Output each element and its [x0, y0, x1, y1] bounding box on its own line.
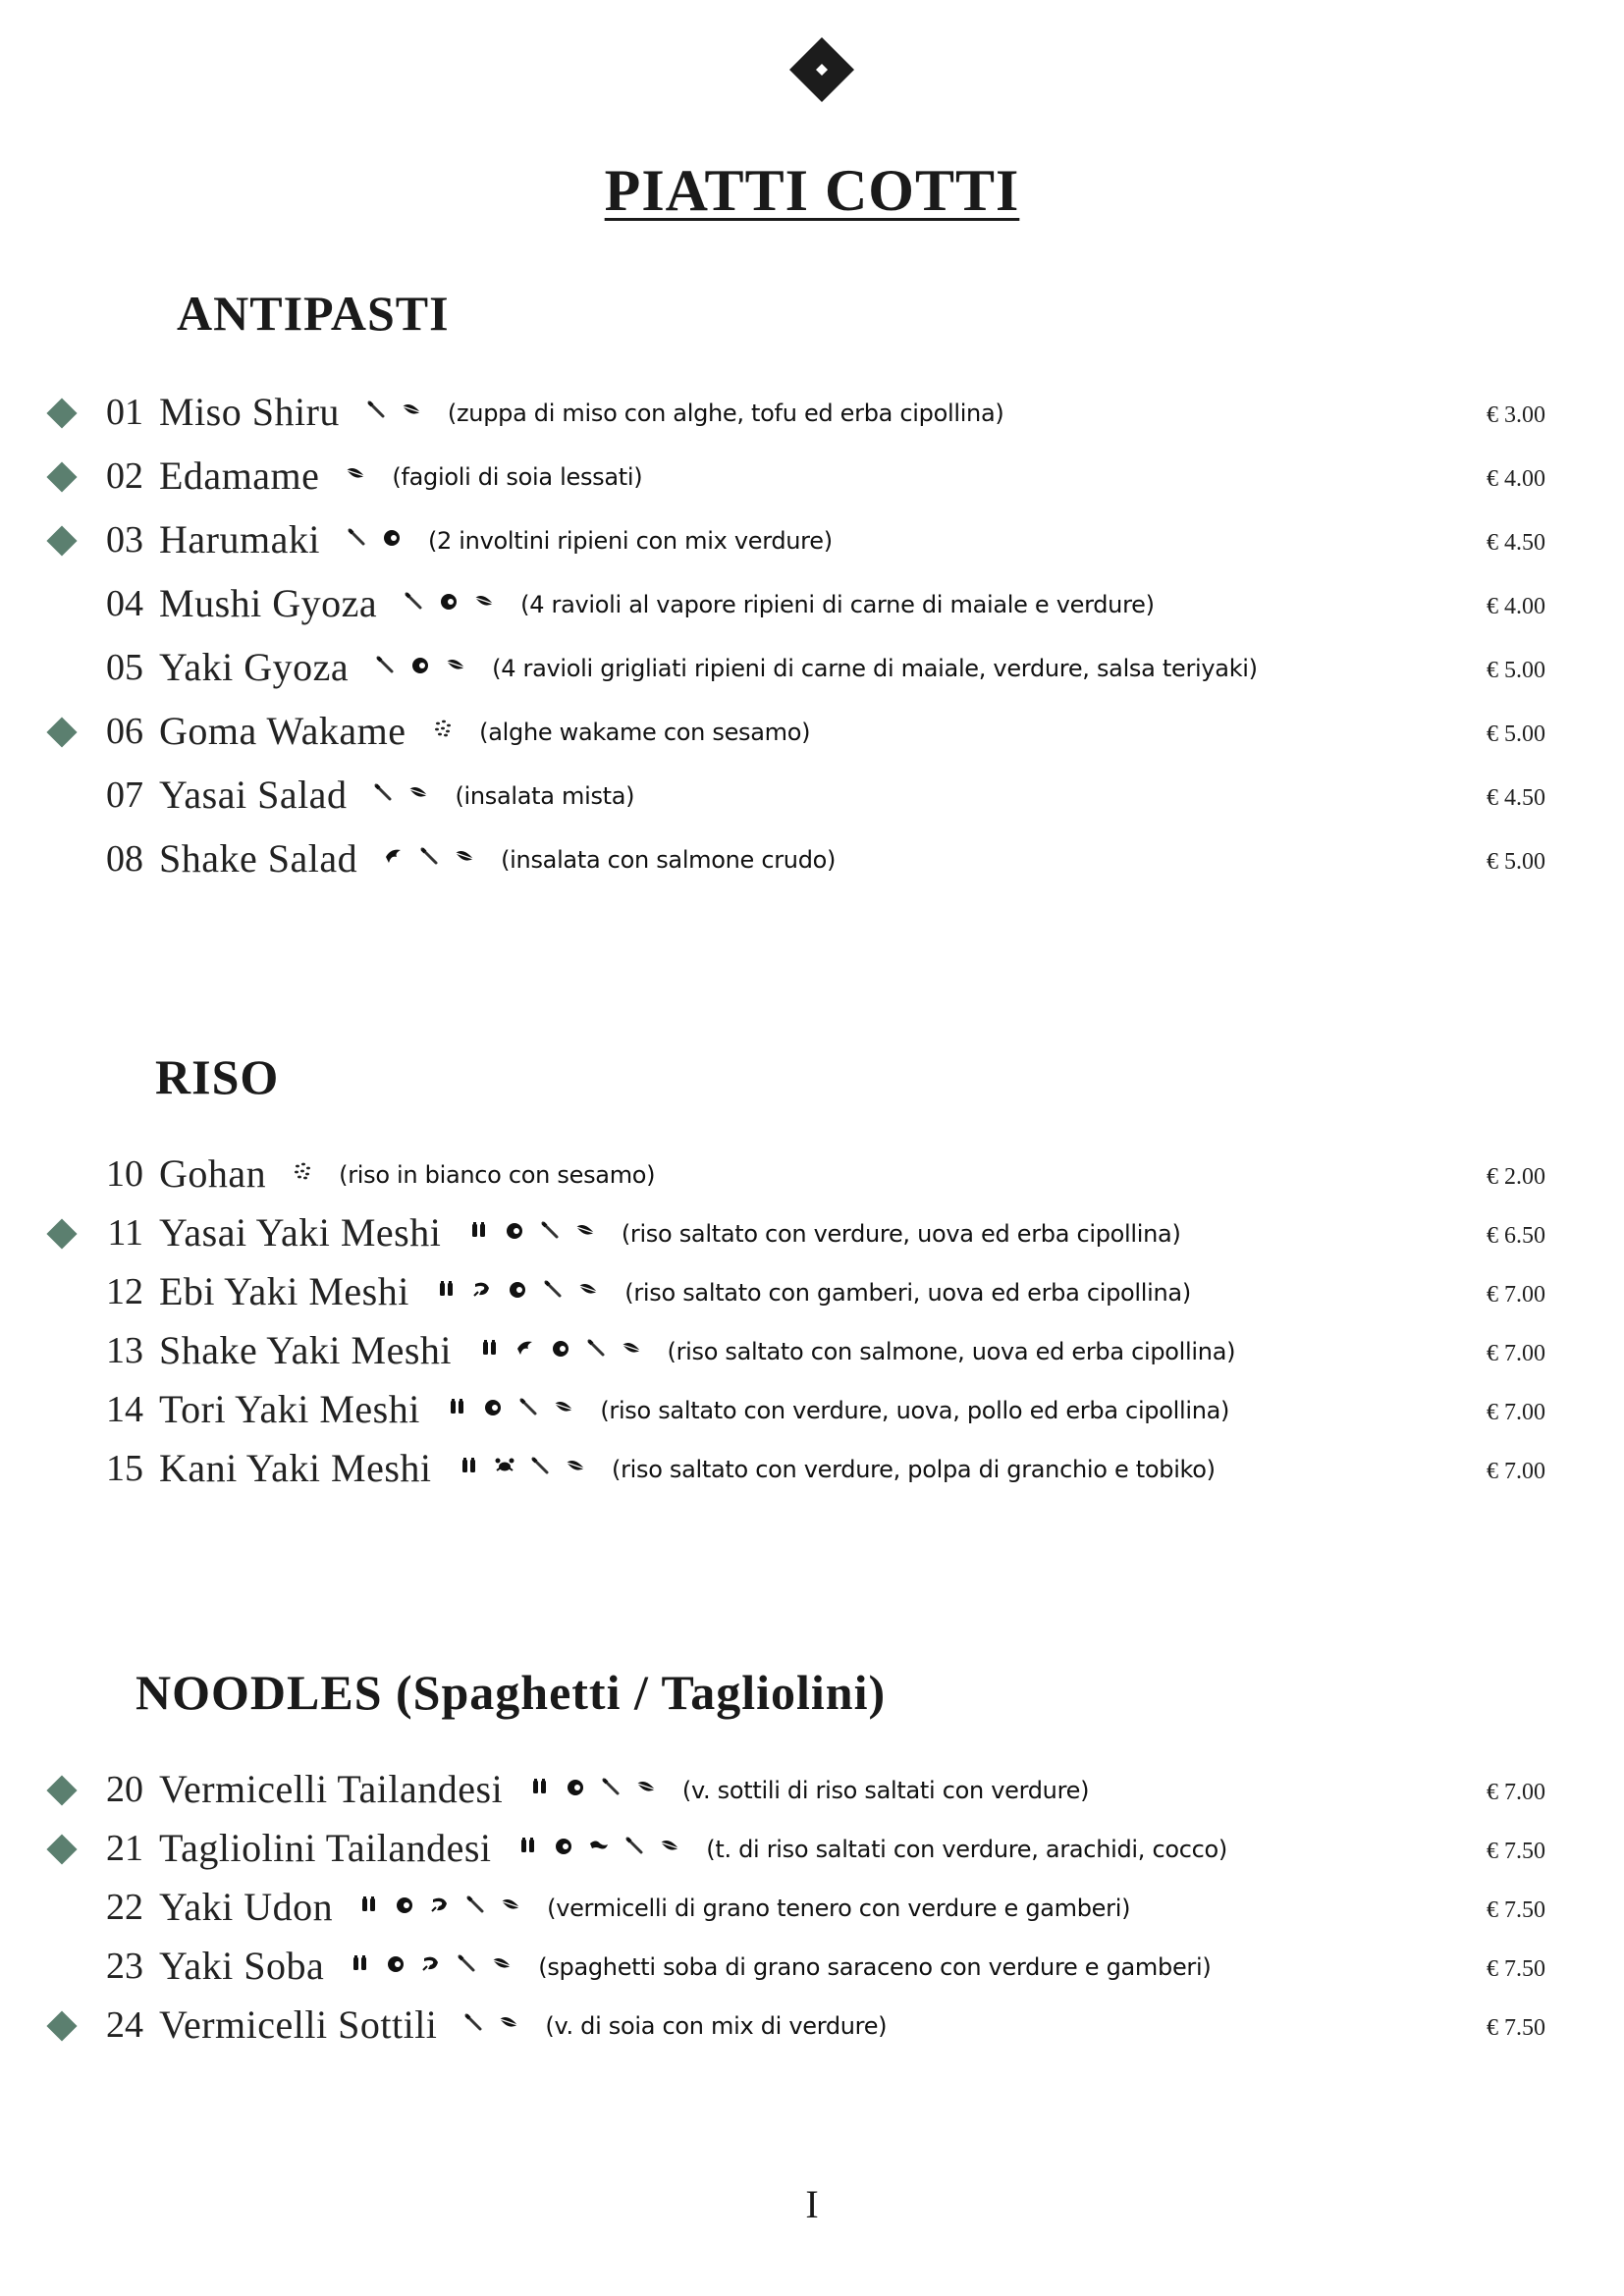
item-name: Tori Yaki Meshi: [159, 1387, 420, 1431]
section-title-riso: RISO: [155, 1049, 280, 1104]
item-price: € 7.50: [1487, 1956, 1545, 1982]
sesame-icon: [432, 718, 454, 739]
menu-item: [0, 516, 1624, 575]
item-description: (insalata con salmone crudo): [501, 846, 837, 874]
spring-onion-icon: [456, 1952, 477, 1974]
menu-item: [0, 1825, 1624, 1884]
item-number: 02: [106, 455, 143, 497]
item-description: (spaghetti soba di grano saraceno con verdure e gamberi): [538, 1953, 1212, 1981]
egg-icon: [394, 1894, 415, 1915]
menu-item: [0, 2002, 1624, 2060]
menu-item: [0, 1268, 1624, 1327]
item-name: Vermicelli Tailandesi: [159, 1767, 504, 1811]
wheat-icon: [529, 1776, 551, 1797]
allergen-icons: [365, 399, 422, 420]
item-name: Yasai Salad: [159, 773, 348, 817]
item-price: € 5.00: [1487, 658, 1545, 683]
item-number: 03: [106, 519, 143, 561]
leaf-icon: [401, 399, 422, 420]
item-description: (t. di riso saltati con verdure, arachidi, cocco): [706, 1836, 1227, 1863]
allergen-icons: [292, 1160, 313, 1182]
menu-item: [0, 644, 1624, 703]
leaf-icon: [635, 1776, 657, 1797]
item-name: Ebi Yaki Meshi: [159, 1269, 409, 1313]
egg-icon: [507, 1278, 528, 1300]
allergen-icons: [436, 1278, 599, 1300]
allergen-icons: [403, 590, 495, 612]
item-description: (4 ravioli al vapore ripieni di carne di maiale e verdure): [520, 591, 1155, 618]
leaf-icon: [659, 1835, 680, 1856]
menu-item: [0, 1445, 1624, 1504]
item-price: € 2.00: [1487, 1164, 1545, 1190]
item-number: 08: [106, 838, 143, 880]
item-name: Goma Wakame: [159, 709, 406, 753]
item-description: (zuppa di miso con alghe, tofu ed erba cipollina): [447, 400, 1004, 427]
menu-item: [0, 835, 1624, 894]
spring-onion-icon: [517, 1396, 539, 1417]
wheat-icon: [479, 1337, 501, 1359]
shrimp-icon: [429, 1894, 451, 1915]
shrimp-icon: [471, 1278, 493, 1300]
egg-icon: [482, 1396, 504, 1417]
leaf-icon: [407, 781, 429, 803]
item-description: (fagioli di soia lessati): [392, 463, 643, 491]
allergen-icons: [374, 654, 466, 675]
item-price: € 4.00: [1487, 594, 1545, 619]
item-number: 01: [106, 392, 143, 433]
item-description: (riso saltato con gamberi, uova ed erba cipollina): [624, 1279, 1191, 1307]
allergen-icons: [350, 1952, 513, 1974]
menu-item: [0, 1150, 1624, 1209]
item-description: (riso saltato con verdure, uova ed erba cipollina): [621, 1220, 1181, 1248]
item-number: 12: [106, 1271, 143, 1312]
item-name: Yaki Gyoza: [159, 645, 350, 689]
section-title-antipasti: ANTIPASTI: [177, 286, 450, 341]
egg-icon: [409, 654, 431, 675]
leaf-icon: [553, 1396, 574, 1417]
item-description: (v. di soia con mix di verdure): [545, 2012, 888, 2040]
item-name: Shake Yaki Meshi: [159, 1328, 453, 1372]
item-name: Shake Salad: [159, 836, 358, 881]
allergen-icons: [459, 1455, 586, 1476]
spring-onion-icon: [585, 1337, 607, 1359]
item-price: € 7.00: [1487, 1459, 1545, 1484]
item-price: € 4.50: [1487, 785, 1545, 811]
allergen-icons: [345, 462, 366, 484]
wheat-icon: [436, 1278, 458, 1300]
item-name: Edamame: [159, 454, 320, 498]
spring-onion-icon: [372, 781, 394, 803]
menu-item: [0, 1386, 1624, 1445]
item-description: (vermicelli di grano tenero con verdure e gamberi): [547, 1895, 1131, 1922]
egg-icon: [504, 1219, 525, 1241]
item-name: Vermicelli Sottili: [159, 2002, 438, 2047]
item-number: 05: [106, 647, 143, 688]
wheat-icon: [358, 1894, 380, 1915]
item-description: (riso saltato con verdure, uova, pollo ed erba cipollina): [600, 1397, 1230, 1424]
item-price: € 5.00: [1487, 721, 1545, 747]
spring-onion-icon: [346, 526, 367, 548]
shrimp-icon: [420, 1952, 442, 1974]
spring-onion-icon: [529, 1455, 551, 1476]
item-description: (alghe wakame con sesamo): [479, 719, 811, 746]
item-number: 24: [106, 2004, 143, 2046]
menu-item: [0, 772, 1624, 830]
item-price: € 4.00: [1487, 466, 1545, 492]
leaf-icon: [473, 590, 495, 612]
menu-item: [0, 580, 1624, 639]
spring-onion-icon: [374, 654, 396, 675]
spring-onion-icon: [542, 1278, 564, 1300]
allergen-icons: [372, 781, 429, 803]
item-price: € 7.50: [1487, 1839, 1545, 1864]
item-description: (riso saltato con verdure, polpa di granchio e tobiko): [612, 1456, 1216, 1483]
spring-onion-icon: [365, 399, 387, 420]
item-price: € 7.00: [1487, 1341, 1545, 1366]
section-title-noodles: NOODLES (Spaghetti / Tagliolini): [135, 1665, 887, 1720]
item-name: Mushi Gyoza: [159, 581, 378, 625]
sesame-icon: [292, 1160, 313, 1182]
item-price: € 7.00: [1487, 1282, 1545, 1308]
spring-onion-icon: [418, 845, 440, 867]
wheat-icon: [459, 1455, 480, 1476]
allergen-icons: [358, 1894, 521, 1915]
peanut-icon: [588, 1835, 610, 1856]
allergen-icons: [462, 2011, 519, 2033]
leaf-icon: [565, 1455, 586, 1476]
menu-item: [0, 453, 1624, 511]
egg-icon: [565, 1776, 586, 1797]
allergen-icons: [346, 526, 403, 548]
allergen-icons: [447, 1396, 574, 1417]
leaf-icon: [500, 1894, 521, 1915]
item-description: (2 involtini ripieni con mix verdure): [427, 527, 833, 555]
item-number: 11: [107, 1212, 143, 1254]
leaf-icon: [491, 1952, 513, 1974]
spring-onion-icon: [600, 1776, 622, 1797]
item-name: Miso Shiru: [159, 390, 340, 434]
item-number: 14: [106, 1389, 143, 1430]
leaf-icon: [454, 845, 475, 867]
egg-icon: [438, 590, 460, 612]
menu-item: [0, 389, 1624, 448]
item-price: € 3.00: [1487, 402, 1545, 428]
leaf-icon: [621, 1337, 642, 1359]
item-number: 13: [106, 1330, 143, 1371]
spring-onion-icon: [403, 590, 424, 612]
item-price: € 6.50: [1487, 1223, 1545, 1249]
item-number: 15: [106, 1448, 143, 1489]
menu-item: [0, 1884, 1624, 1943]
item-description: (riso saltato con salmone, uova ed erba cipollina): [667, 1338, 1236, 1365]
item-name: Yaki Soba: [159, 1944, 325, 1988]
item-description: (v. sottili di riso saltati con verdure): [681, 1777, 1090, 1804]
header-diamond-ornament: [787, 35, 856, 104]
menu-item: [0, 1943, 1624, 2002]
item-number: 23: [106, 1946, 143, 1987]
menu-item: [0, 1327, 1624, 1386]
item-description: (4 ravioli grigliati ripieni di carne di maiale, verdure, salsa teriyaki): [492, 655, 1258, 682]
item-number: 07: [106, 774, 143, 816]
item-description: (riso in bianco con sesamo): [339, 1161, 656, 1189]
egg-icon: [553, 1835, 574, 1856]
spring-onion-icon: [462, 2011, 484, 2033]
item-name: Kani Yaki Meshi: [159, 1446, 432, 1490]
spring-onion-icon: [623, 1835, 645, 1856]
egg-icon: [550, 1337, 571, 1359]
item-price: € 4.50: [1487, 530, 1545, 556]
allergen-icons: [432, 718, 454, 739]
item-price: € 7.00: [1487, 1400, 1545, 1425]
item-price: € 7.50: [1487, 1897, 1545, 1923]
leaf-icon: [498, 2011, 519, 2033]
allergen-icons: [529, 1776, 657, 1797]
egg-icon: [385, 1952, 406, 1974]
salmon-icon: [514, 1337, 536, 1359]
item-name: Yasai Yaki Meshi: [159, 1210, 442, 1255]
item-number: 04: [106, 583, 143, 624]
allergen-icons: [517, 1835, 680, 1856]
item-name: Yaki Udon: [159, 1885, 334, 1929]
item-name: Gohan: [159, 1151, 267, 1196]
leaf-icon: [445, 654, 466, 675]
item-number: 21: [106, 1828, 143, 1869]
item-price: € 5.00: [1487, 849, 1545, 875]
item-price: € 7.50: [1487, 2015, 1545, 2041]
item-name: Tagliolini Tailandesi: [159, 1826, 492, 1870]
item-name: Harumaki: [159, 517, 320, 561]
allergen-icons: [468, 1219, 596, 1241]
allergen-icons: [383, 845, 475, 867]
wheat-icon: [468, 1219, 490, 1241]
salmon-icon: [383, 845, 405, 867]
spring-onion-icon: [539, 1219, 561, 1241]
page-number: I: [805, 2182, 819, 2226]
allergen-icons: [479, 1337, 642, 1359]
item-description: (insalata mista): [455, 782, 635, 810]
item-number: 20: [106, 1769, 143, 1810]
item-number: 06: [106, 711, 143, 752]
spring-onion-icon: [464, 1894, 486, 1915]
leaf-icon: [345, 462, 366, 484]
crab-icon: [494, 1455, 515, 1476]
wheat-icon: [517, 1835, 539, 1856]
wheat-icon: [447, 1396, 468, 1417]
menu-item: [0, 708, 1624, 767]
menu-item: [0, 1209, 1624, 1268]
leaf-icon: [574, 1219, 596, 1241]
menu-item: [0, 1766, 1624, 1825]
item-number: 10: [106, 1153, 143, 1195]
wheat-icon: [350, 1952, 371, 1974]
item-number: 22: [106, 1887, 143, 1928]
leaf-icon: [577, 1278, 599, 1300]
egg-icon: [381, 526, 403, 548]
page-title: PIATTI COTTI: [604, 158, 1020, 223]
item-price: € 7.00: [1487, 1780, 1545, 1805]
